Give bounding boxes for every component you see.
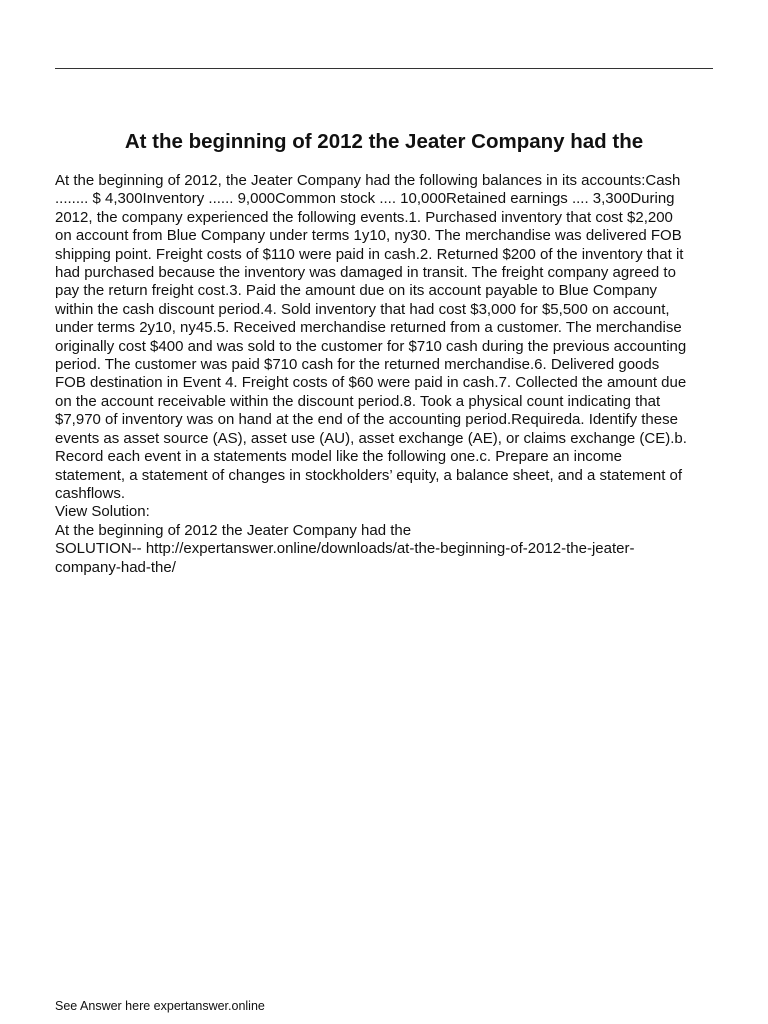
page-title: At the beginning of 2012 the Jeater Company had the	[124, 130, 644, 153]
body-line: $7,970 of inventory was on hand at the end of the accounting period.Requireda. Identify these	[55, 411, 678, 429]
body-line: had purchased because the inventory was damaged in transit. The freight company agreed to	[55, 264, 676, 282]
body-line: shipping point. Freight costs of $110 were paid in cash.2. Returned $200 of the inventory that it	[55, 245, 684, 263]
body-line: 2012, the company experienced the following events.1. Purchased inventory that cost $2,200	[55, 208, 673, 226]
document-body	[55, 172, 715, 577]
view-solution-label: View Solution:	[55, 503, 150, 521]
body-line: under terms 2y10, ny45.5. Received merchandise returned from a customer. The merchandise	[55, 319, 682, 337]
solution-title-link[interactable]: At the beginning of 2012 the Jeater Company had the	[55, 521, 412, 539]
header-rule	[55, 68, 713, 69]
body-line: pay the return freight cost.3. Paid the amount due on its account payable to Blue Company	[55, 282, 658, 300]
body-line: At the beginning of 2012, the Jeater Company had the following balances in its accounts:Cash	[55, 172, 681, 189]
solution-url-link[interactable]: SOLUTION-- http://expertanswer.online/downloads/at-the-beginning-of-2012-the-jeater-	[55, 540, 635, 558]
body-line: originally cost $400 and was sold to the customer for $710 cash during the previous accounting	[55, 337, 687, 355]
body-line: period. The customer was paid $710 cash for the returned merchandise.6. Delivered goods	[55, 356, 660, 374]
body-line: cashflows.	[55, 484, 126, 502]
body-line: on account from Blue Company under terms 1y10, ny30. The merchandise was delivered FOB	[55, 227, 682, 245]
footer-note: See Answer here expertanswer.online	[55, 999, 265, 1013]
solution-url-link-continued[interactable]: company-had-the/	[55, 558, 176, 576]
body-line: ........ $ 4,300Inventory ...... 9,000Common stock .... 10,000Retained earnings .... 3,300During	[55, 190, 675, 208]
body-line: within the cash discount period.4. Sold inventory that had cost $3,000 for $5,500 on account,	[55, 300, 670, 318]
body-line: statement, a statement of changes in stockholders’ equity, a balance sheet, and a statement of	[55, 466, 683, 484]
body-line: events as asset source (AS), asset use (AU), asset exchange (AE), or claims exchange (CE).b.	[55, 429, 687, 447]
body-line: on the account receivable within the discount period.8. Took a physical count indicating that	[55, 392, 661, 410]
body-line: Record each event in a statements model like the following one.c. Prepare an income	[55, 448, 622, 466]
body-line: FOB destination in Event 4. Freight costs of $60 were paid in cash.7. Collected the amount due	[55, 374, 687, 392]
